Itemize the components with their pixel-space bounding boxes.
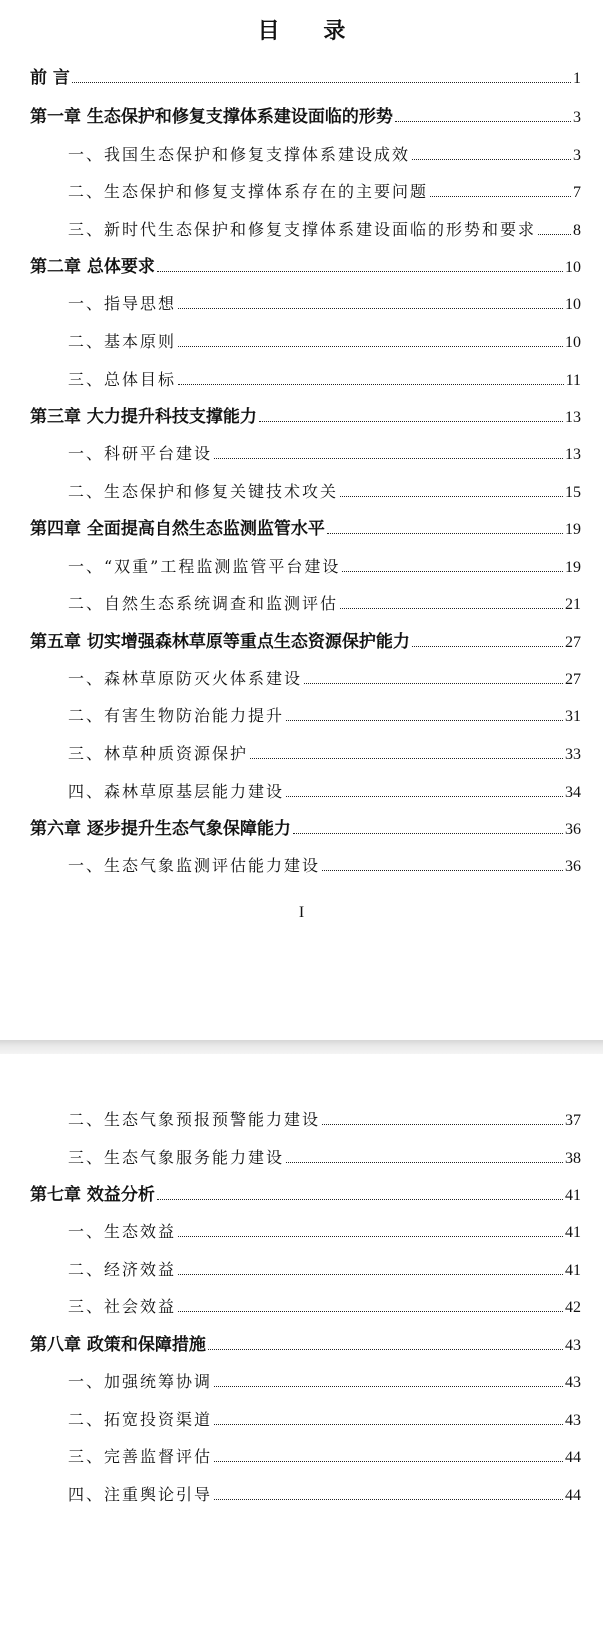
toc-entry[interactable] [0,1179,603,1205]
toc-entry-page: 41 [565,1187,581,1204]
toc-entry[interactable] [0,850,603,876]
dot-leader [178,308,563,309]
toc-entry[interactable] [0,251,603,277]
toc-entry-page: 10 [565,259,581,276]
dot-leader [286,796,563,797]
toc-page-2 [0,1054,603,1643]
toc-entry-label: 前 言 [30,68,70,88]
toc-entry[interactable] [0,551,603,577]
toc-entry-label: 二、生态保护和修复支撑体系存在的主要问题 [68,182,429,201]
dot-leader [342,571,563,572]
dot-leader [250,758,563,759]
toc-entry[interactable] [0,139,603,165]
toc-entry[interactable] [0,1479,603,1505]
dot-leader [412,159,571,160]
toc-entry-page: 10 [565,296,581,313]
toc-entry[interactable] [0,1404,603,1430]
dot-leader [214,1424,563,1425]
toc-entry-label: 第六章 逐步提升生态气象保障能力 [30,819,291,839]
toc-entry-page: 19 [565,559,581,576]
toc-entry-label: 第七章 效益分析 [30,1185,155,1205]
toc-entry-page: 19 [565,521,581,538]
toc-entry-page: 44 [565,1449,581,1466]
dot-leader [412,646,563,647]
toc-entry-label: 第三章 大力提升科技支撑能力 [30,407,257,427]
dot-leader [178,384,564,385]
toc-entry-label: 四、森林草原基层能力建设 [68,782,285,801]
dot-leader [322,870,563,871]
toc-entry-page: 31 [565,708,581,725]
toc-entry-label: 一、“双重”工程监测监管平台建设 [68,557,341,576]
toc-entry-label: 三、新时代生态保护和修复支撑体系建设面临的形势和要求 [68,220,537,239]
toc-entry-label: 一、生态效益 [68,1222,177,1241]
dot-leader [178,1274,563,1275]
toc-entry-page: 13 [565,446,581,463]
dot-leader [286,720,563,721]
toc-entry[interactable] [0,776,603,802]
toc-entry[interactable] [0,513,603,539]
toc-entry-label: 一、加强统筹协调 [68,1372,213,1391]
toc-entry-page: 10 [565,334,581,351]
toc-entry-label: 二、基本原则 [68,332,177,351]
dot-leader [214,1499,563,1500]
toc-entry[interactable] [0,738,603,764]
toc-entry[interactable] [0,401,603,427]
toc-entry-page: 43 [565,1374,581,1391]
toc-entry-page: 41 [565,1224,581,1241]
toc-entry-page: 33 [565,746,581,763]
toc-entry-label: 第八章 政策和保障措施 [30,1335,206,1355]
toc-entry[interactable] [0,326,603,352]
page-number: I [298,904,305,921]
toc-entry[interactable] [0,1254,603,1280]
toc-entry-label: 一、生态气象监测评估能力建设 [68,856,321,875]
toc-entry-page: 36 [565,858,581,875]
toc-entry[interactable] [0,663,603,689]
toc-entry-page: 21 [565,596,581,613]
toc-entry[interactable] [0,288,603,314]
toc-entry[interactable] [0,1441,603,1467]
toc-entry-label: 三、总体目标 [68,370,177,389]
toc-entry[interactable] [0,214,603,240]
toc-entry-page: 7 [573,184,581,201]
dot-leader [340,496,563,497]
toc-entry-label: 二、生态保护和修复关键技术攻关 [68,482,339,501]
toc-entry-label: 二、有害生物防治能力提升 [68,706,285,725]
toc-entry-page: 13 [565,409,581,426]
dot-leader [72,82,571,83]
toc-entry-label: 二、拓宽投资渠道 [68,1410,213,1429]
toc-entry-label: 二、自然生态系统调查和监测评估 [68,594,339,613]
toc-entry[interactable] [0,1366,603,1392]
dot-leader [293,833,563,834]
dot-leader [214,1386,563,1387]
toc-entry[interactable] [0,364,603,390]
toc-entry[interactable] [0,1104,603,1130]
toc-entry[interactable] [0,101,603,127]
toc-entry[interactable] [0,62,603,88]
toc-entry[interactable] [0,813,603,839]
toc-entry[interactable] [0,626,603,652]
toc-entry-label: 三、林草种质资源保护 [68,744,249,763]
toc-entry-page: 3 [573,147,581,164]
dot-leader [430,196,571,197]
toc-entry-label: 一、我国生态保护和修复支撑体系建设成效 [68,145,411,164]
toc-entry-label: 三、完善监督评估 [68,1447,213,1466]
dot-leader [259,421,563,422]
toc-entry-label: 四、注重舆论引导 [68,1485,213,1504]
toc-entry[interactable] [0,1291,603,1317]
toc-entry-page: 44 [565,1487,581,1504]
toc-entry-label: 三、生态气象服务能力建设 [68,1148,285,1167]
toc-entry-page: 27 [565,671,581,688]
toc-entry-page: 8 [573,222,581,239]
dot-leader [327,533,563,534]
toc-entry-label: 第一章 生态保护和修复支撑体系建设面临的形势 [30,107,393,127]
toc-entry-page: 43 [565,1412,581,1429]
toc-entry-label: 第四章 全面提高自然生态监测监管水平 [30,519,325,539]
toc-entry-label: 第二章 总体要求 [30,257,155,277]
toc-entry-page: 27 [565,634,581,651]
toc-entry[interactable] [0,1329,603,1355]
toc-entry-label: 二、生态气象预报预警能力建设 [68,1110,321,1129]
toc-title: 目 录 [257,18,364,44]
dot-leader [286,1162,563,1163]
dot-leader [208,1349,563,1350]
toc-entry-label: 一、指导思想 [68,294,177,313]
toc-entry-label: 一、科研平台建设 [68,444,213,463]
toc-entry-page: 37 [565,1112,581,1129]
dot-leader [157,271,563,272]
toc-entry-label: 一、森林草原防灭火体系建设 [68,669,303,688]
toc-entry-page: 36 [565,821,581,838]
toc-entry-page: 11 [565,372,581,389]
dot-leader [214,458,563,459]
toc-entry[interactable] [0,1216,603,1242]
toc-entry-page: 43 [565,1337,581,1354]
toc-entry-page: 1 [573,70,581,87]
dot-leader [340,608,563,609]
dot-leader [214,1461,563,1462]
dot-leader [178,1236,563,1237]
toc-entry-page: 38 [565,1150,581,1167]
toc-entry-label: 二、经济效益 [68,1260,177,1279]
toc-entry[interactable] [0,476,603,502]
toc-entry-label: 三、社会效益 [68,1297,177,1316]
toc-entry-page: 3 [573,109,581,126]
toc-entry[interactable] [0,1142,603,1168]
toc-entry[interactable] [0,588,603,614]
toc-entry[interactable] [0,700,603,726]
toc-entry[interactable] [0,438,603,464]
toc-entry-page: 15 [565,484,581,501]
dot-leader [538,234,571,235]
toc-entry-page: 42 [565,1299,581,1316]
page-separator [0,1040,603,1054]
dot-leader [178,346,563,347]
toc-entry-page: 34 [565,784,581,801]
toc-entry-page: 41 [565,1262,581,1279]
dot-leader [322,1124,563,1125]
dot-leader [178,1311,563,1312]
dot-leader [395,121,571,122]
dot-leader [304,683,563,684]
toc-entry-label: 第五章 切实增强森林草原等重点生态资源保护能力 [30,632,410,652]
toc-entry[interactable] [0,176,603,202]
dot-leader [157,1199,563,1200]
